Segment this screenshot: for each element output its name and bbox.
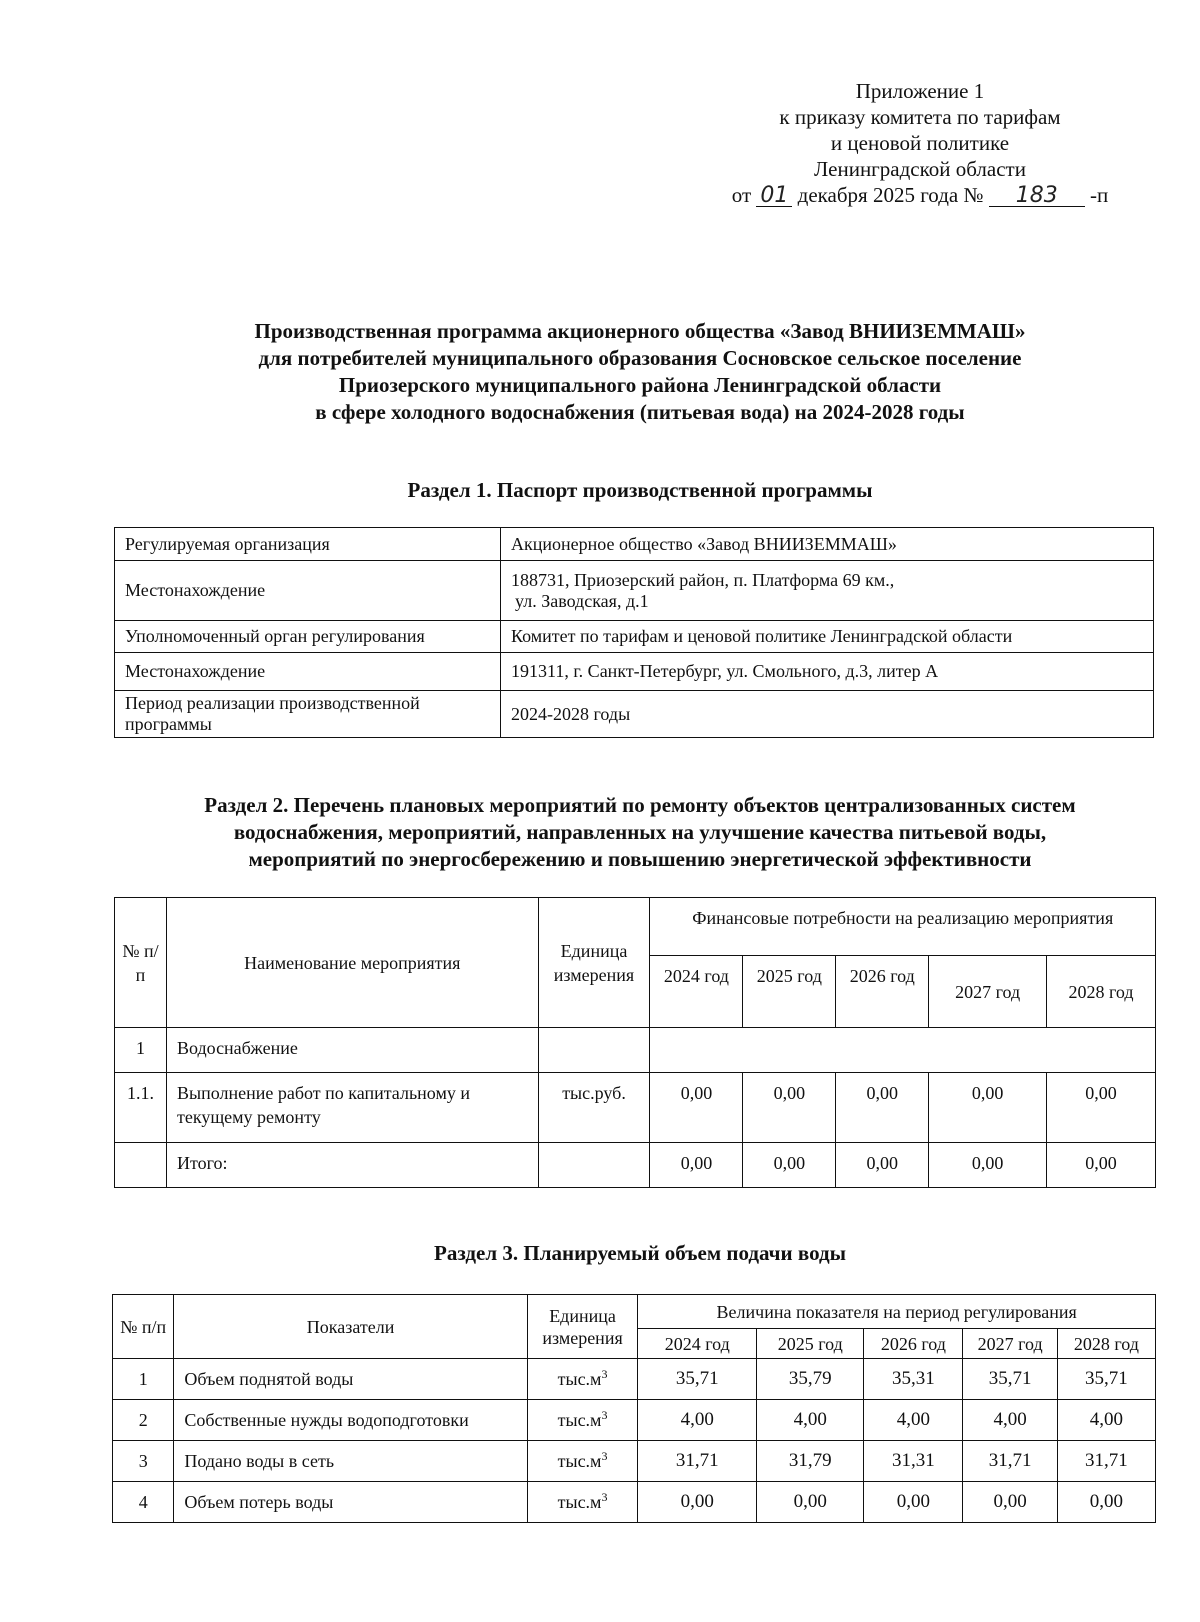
value-2024: 35,71	[638, 1359, 757, 1400]
row-unit: тыс.руб.	[538, 1073, 650, 1143]
row-unit	[527, 1482, 638, 1523]
header-year: 2024 год	[650, 956, 743, 1028]
title-line-3: Приозерского муниципального района Ленинградской области	[338, 373, 942, 397]
table-row	[115, 691, 1154, 738]
date-prefix: от	[731, 183, 752, 207]
table-row	[113, 1482, 1156, 1523]
table-row	[115, 1028, 1156, 1073]
measures-table	[114, 897, 1156, 1188]
table-row	[115, 1143, 1156, 1188]
passport-table	[114, 527, 1154, 738]
row-num	[115, 1143, 167, 1188]
row-name: Водоснабжение	[166, 1028, 538, 1073]
value-2028: 0,00	[1057, 1482, 1155, 1523]
row-empty	[650, 1028, 1156, 1073]
passport-label: Местонахождение	[115, 561, 501, 621]
row-unit	[527, 1400, 638, 1441]
header-year: 2025 год	[743, 956, 836, 1028]
value-2025: 35,79	[757, 1359, 864, 1400]
header-period: Величина показателя на период регулирования	[638, 1295, 1156, 1329]
table-row	[113, 1441, 1156, 1482]
title-line-2: для потребителей муниципального образования Сосновское сельское поселение	[258, 346, 1022, 370]
header-year: 2027 год	[963, 1329, 1057, 1359]
passport-label: Период реализации производственной программы	[115, 691, 501, 738]
appendix-line-1: Приложение 1	[855, 79, 985, 103]
section2-heading	[100, 792, 1180, 873]
title-line-1: Производственная программа акционерного общества «Завод ВНИИЗЕММАШ»	[254, 319, 1026, 343]
header-year: 2028 год	[1057, 1329, 1155, 1359]
value-2026: 0,00	[836, 1143, 929, 1188]
row-num: 1	[113, 1359, 174, 1400]
value-2026: 4,00	[864, 1400, 963, 1441]
row-num: 1.1.	[115, 1073, 167, 1143]
value-2027: 0,00	[929, 1073, 1047, 1143]
value-2026: 0,00	[864, 1482, 963, 1523]
table-row	[113, 1359, 1156, 1400]
header-finance: Финансовые потребности на реализацию мероприятия	[650, 898, 1156, 956]
number-suffix: -п	[1090, 183, 1109, 207]
row-name: Объем потерь воды	[174, 1482, 527, 1523]
value-2027: 31,71	[963, 1441, 1057, 1482]
appendix-line-4: Ленинградской области	[814, 157, 1026, 181]
header-year: 2026 год	[864, 1329, 963, 1359]
passport-label: Уполномоченный орган регулирования	[115, 621, 501, 653]
value-2024: 4,00	[638, 1400, 757, 1441]
value-2028: 4,00	[1057, 1400, 1155, 1441]
header-unit: Единица измерения	[538, 898, 650, 1028]
passport-value	[501, 561, 1154, 621]
value-2028: 35,71	[1057, 1359, 1155, 1400]
table-header-row	[113, 1295, 1156, 1329]
appendix-line-3: и ценовой политике	[830, 131, 1010, 155]
unit-base: тыс.м	[557, 1451, 602, 1471]
header-year: 2028 год	[1047, 956, 1156, 1028]
appendix-line-2: к приказу комитета по тарифам	[779, 105, 1061, 129]
passport-value: Акционерное общество «Завод ВНИИЗЕММАШ»	[501, 528, 1154, 561]
value-2028: 0,00	[1047, 1143, 1156, 1188]
row-num: 1	[115, 1028, 167, 1073]
unit-superscript: 3	[601, 1408, 608, 1422]
unit-base: тыс.м	[557, 1492, 602, 1512]
passport-value: Комитет по тарифам и ценовой политике Ленинградской области	[501, 621, 1154, 653]
row-name: Выполнение работ по капитальному и текущему ремонту	[166, 1073, 538, 1143]
header-num: № п/п	[113, 1295, 174, 1359]
value-2027: 0,00	[963, 1482, 1057, 1523]
unit-superscript: 3	[601, 1367, 608, 1381]
row-num: 2	[113, 1400, 174, 1441]
row-unit	[527, 1359, 638, 1400]
row-name: Подано воды в сеть	[174, 1441, 527, 1482]
value-2028: 31,71	[1057, 1441, 1155, 1482]
date-middle: декабря 2025 года №	[797, 183, 984, 207]
table-header-row	[115, 898, 1156, 956]
row-unit	[538, 1028, 650, 1073]
section1-heading: Раздел 1. Паспорт производственной программы	[407, 478, 873, 502]
value-2027: 0,00	[929, 1143, 1047, 1188]
value-2027: 35,71	[963, 1359, 1057, 1400]
unit-superscript: 3	[601, 1490, 608, 1504]
row-name: Собственные нужды водоподготовки	[174, 1400, 527, 1441]
passport-value: 2024-2028 годы	[501, 691, 1154, 738]
unit-base: тыс.м	[557, 1410, 602, 1430]
title-line-4: в сфере холодного водоснабжения (питьевая вода) на 2024-2028 годы	[315, 400, 965, 424]
table-row	[115, 621, 1154, 653]
value-2026: 0,00	[836, 1073, 929, 1143]
header-num: № п/п	[115, 898, 167, 1028]
value-2026: 35,31	[864, 1359, 963, 1400]
value-2027: 4,00	[963, 1400, 1057, 1441]
value-2024: 31,71	[638, 1441, 757, 1482]
table-row	[115, 653, 1154, 691]
value-2024: 0,00	[650, 1073, 743, 1143]
address-line-2: ул. Заводская, д.1	[515, 590, 649, 611]
passport-label: Регулируемая организация	[115, 528, 501, 561]
value-2025: 0,00	[757, 1482, 864, 1523]
value-2028: 0,00	[1047, 1073, 1156, 1143]
section2-heading-line-2: водоснабжения, мероприятий, направленных на улучшение качества питьевой воды,	[233, 820, 1047, 844]
row-unit	[527, 1441, 638, 1482]
row-unit	[538, 1143, 650, 1188]
section2-heading-line-3: мероприятий по энергосбережению и повышению энергетической эффективности	[248, 847, 1032, 871]
row-name: Итого:	[166, 1143, 538, 1188]
document-title	[150, 318, 1130, 426]
value-2024: 0,00	[650, 1143, 743, 1188]
unit-base: тыс.м	[557, 1369, 602, 1389]
value-2025: 4,00	[757, 1400, 864, 1441]
header-name: Показатели	[174, 1295, 527, 1359]
appendix-header	[700, 78, 1140, 208]
section3-heading: Раздел 3. Планируемый объем подачи воды	[434, 1241, 846, 1265]
value-2024: 0,00	[638, 1482, 757, 1523]
header-name: Наименование мероприятия	[166, 898, 538, 1028]
volumes-table	[112, 1294, 1156, 1523]
handwritten-order-number: 183	[989, 186, 1085, 207]
table-row	[113, 1400, 1156, 1441]
header-year: 2027 год	[929, 956, 1047, 1028]
section2-heading-line-1: Раздел 2. Перечень плановых мероприятий по ремонту объектов централизованных систем	[204, 793, 1076, 817]
unit-superscript: 3	[601, 1449, 608, 1463]
value-2025: 31,79	[757, 1441, 864, 1482]
passport-label: Местонахождение	[115, 653, 501, 691]
value-2025: 0,00	[743, 1073, 836, 1143]
table-row	[115, 1073, 1156, 1143]
row-name: Объем поднятой воды	[174, 1359, 527, 1400]
header-unit: Единица измерения	[527, 1295, 638, 1359]
header-year: 2024 год	[638, 1329, 757, 1359]
value-2026: 31,31	[864, 1441, 963, 1482]
value-2025: 0,00	[743, 1143, 836, 1188]
row-num: 4	[113, 1482, 174, 1523]
row-num: 3	[113, 1441, 174, 1482]
header-year: 2025 год	[757, 1329, 864, 1359]
passport-value: 191311, г. Санкт-Петербург, ул. Смольного, д.3, литер А	[501, 653, 1154, 691]
address-line-1: 188731, Приозерский район, п. Платформа 69 км.,	[511, 569, 895, 590]
appendix-date-line	[700, 182, 1140, 208]
table-row	[115, 561, 1154, 621]
header-year: 2026 год	[836, 956, 929, 1028]
handwritten-day: 01	[756, 186, 792, 207]
table-row	[115, 528, 1154, 561]
